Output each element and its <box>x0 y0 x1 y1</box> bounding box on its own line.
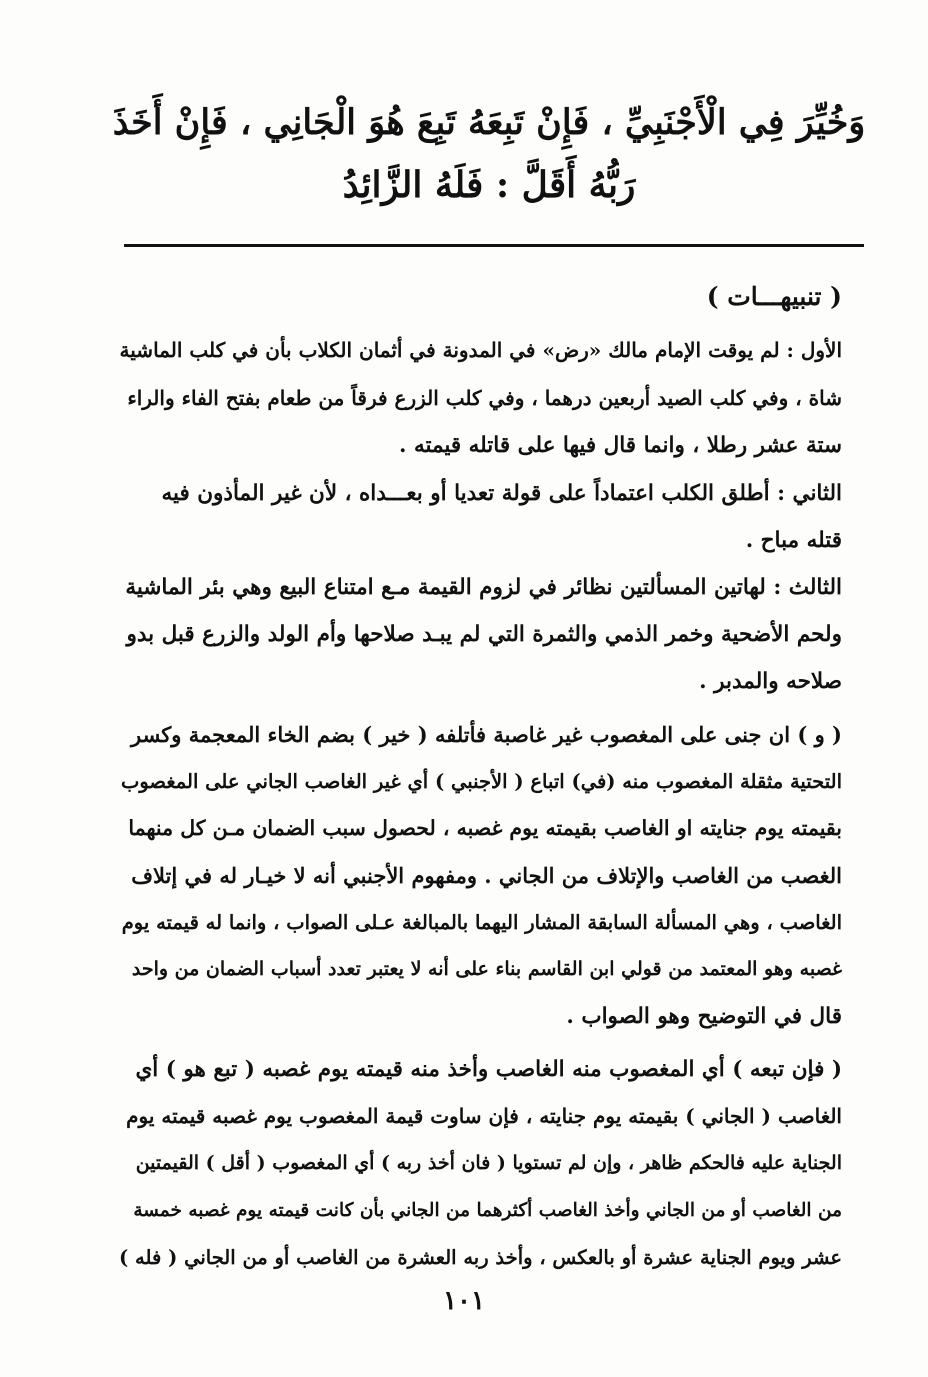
text-line: الثالث : لهاتين المسألتين نظائر في لزوم القيمة مـع امتناع البيع وهي بئر الماشية <box>125 575 842 600</box>
text-line: صلاحه والمدبر . <box>699 669 842 694</box>
text-line: شاة ، وفي كلب الصيد أربعين درهما ، وفي كلب الزرع فرقاً من طعام بفتح الفاء والراء <box>127 386 842 410</box>
text-line: التحتية مثقلة المغصوب منه (في) اتباع ( الأجنبي ) أي غير الغاصب الجاني على المغصوب <box>121 770 842 793</box>
page-number: ١٠١ <box>443 1286 485 1316</box>
text-line: غصبه وهو المعتمد من قولي ابن القاسم بناء على أنه لا يعتبر تعدد أسباب الضمان من واحد <box>131 958 842 980</box>
text-line: ستة عشر رطلا ، وانما قال فيها على قاتله قيمته . <box>398 433 842 458</box>
text-line: عشر ويوم الجناية عشرة أو بالعكس ، وأخذ ربه العشرة من الغاصب أو من الجاني ( فله ) <box>119 1246 842 1269</box>
paragraph-first-note <box>118 326 842 470</box>
text-line: بقيمته يوم جنايته او الغاصب بقيمته يوم غصبه ، لحصول سبب الضمان مـن كل منهما <box>128 816 842 840</box>
text-line: الأول : لم يوقت الإمام مالك «رض» في المدونة في أثمان الكلاب بأن في كلب الماشية <box>119 338 842 362</box>
paragraph-commentary-1 <box>118 711 842 1040</box>
text-line: الثاني : أطلق الكلب اعتماداً على قولة تعديا أو بعـــداه ، لأن غير المأذون فيه <box>161 481 842 506</box>
commentary-text <box>118 326 842 1281</box>
text-line: ولحم الأضحية وخمر الذمي والثمرة التي لم يبـد صلاحها وأم الولد والزرع قبل بدو <box>126 622 842 647</box>
text-line: الغاصب ( الجاني ) بقيمته يوم جنايته ، فإن ساوت قيمة المغصوب يوم غصبه قيمته يوم <box>126 1104 842 1128</box>
verse-line-2: رَبُّهُ أَقَلَّ : فَلَهُ الزَّائِدُ <box>342 164 636 206</box>
text-line: من الغاصب أو من الجاني وأخذ الغاصب أكثرهما من الجاني بأن كانت قيمته يوم غصبه خمسة <box>133 1200 842 1221</box>
paragraph-third-note <box>118 564 842 705</box>
text-line: الجناية عليه فالحكم ظاهر ، وإن لم تستويا ( فان أخذ ربه ) أي المغصوب ( أقل ) القيمتين <box>135 1152 842 1174</box>
text-line: ( و ) ان جنى على المغصوب غير غاصبة فأتلفه ( خير ) بضم الخاء المعجمة وكسر <box>130 722 842 747</box>
paragraph-commentary-2 <box>118 1046 842 1281</box>
text-line: الغاصب ، وهي المسألة السابقة المشار اليهما بالمبالغة عـلى الصواب ، وانما له قيمته يوم <box>121 911 842 934</box>
verse-line-1: وَخُيِّرَ فِي الْأَجْنَبِيِّ ، فَإِنْ تَبِعَهُ تَبِعَ هُوَ الْجَانِي ، فَإِنْ أَخَذَ <box>112 102 866 143</box>
text-line: قال في التوضيح وهو الصواب . <box>566 1004 842 1029</box>
horizontal-rule <box>124 244 864 247</box>
paragraph-second-note <box>118 470 842 564</box>
section-heading: ( تنبيهـــات ) <box>706 282 842 311</box>
text-line: ( فإن تبعه ) أي المغصوب منه الغاصب وأخذ منه قيمته يوم غصبه ( تبع هو ) أي <box>135 1057 842 1082</box>
verse-block <box>110 92 868 216</box>
text-line: قتله مباح . <box>745 528 842 553</box>
text-line: الغصب من الغاصب والإتلاف من الجاني . ومفهوم الأجنبي أنه لا خيـار له في إتلاف <box>131 863 842 888</box>
